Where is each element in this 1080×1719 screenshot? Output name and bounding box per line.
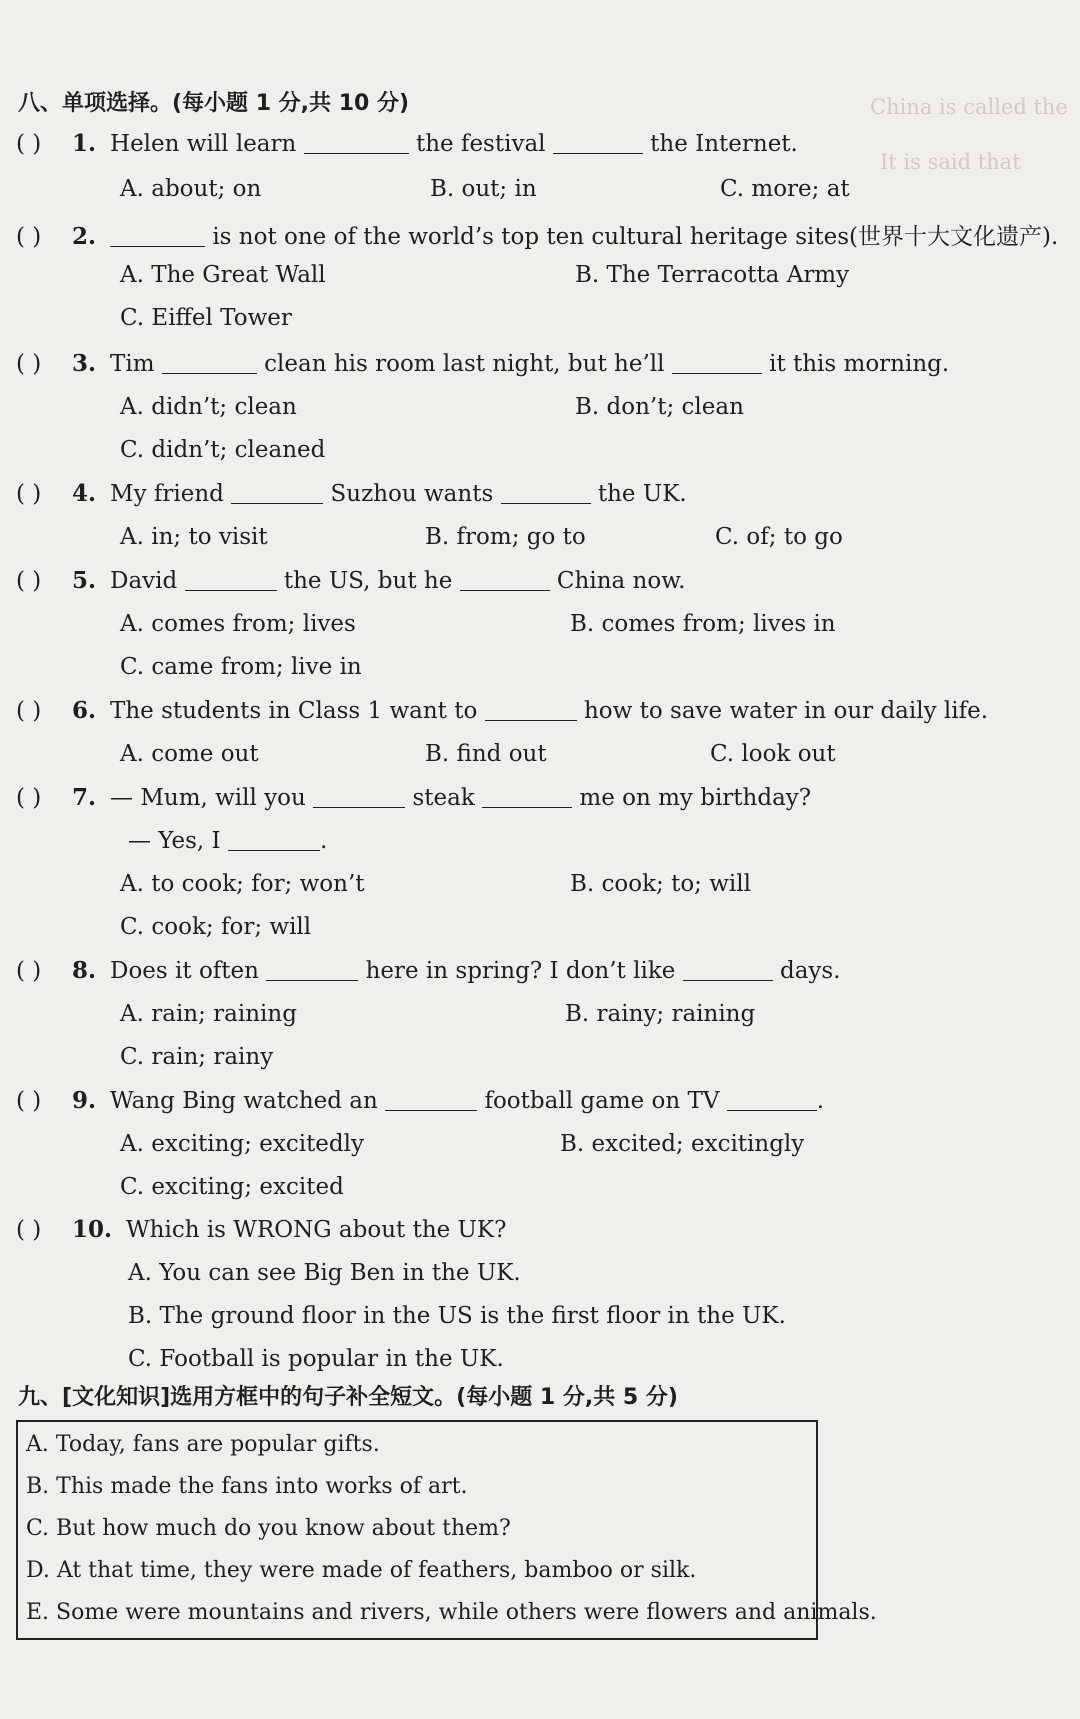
section-9-tag-text: 文化知识 (72, 1385, 161, 1410)
question-text: days. (772, 958, 841, 984)
question-text: China now. (549, 568, 686, 594)
question-5 (16, 567, 685, 594)
box-option-a: A. Today, fans are popular gifts. (26, 1432, 380, 1457)
answer-bracket[interactable]: ( ) (16, 224, 42, 250)
answer-blank[interactable] (162, 350, 257, 374)
answer-bracket[interactable]: ( ) (16, 481, 42, 507)
question-number: 6. (72, 697, 97, 724)
question-text: — Yes, I (128, 828, 228, 854)
answer-blank[interactable] (304, 130, 409, 154)
answer-blank[interactable] (110, 223, 205, 247)
answer-blank[interactable] (482, 784, 572, 808)
question-text: Suzhou wants (323, 481, 501, 507)
question-9 (16, 1087, 824, 1114)
question-number: 1. (72, 130, 97, 157)
question-9-option-a[interactable]: A. exciting; excitedly (120, 1131, 364, 1157)
question-3-option-b[interactable]: B. don’t; clean (575, 394, 744, 420)
question-5-option-a[interactable]: A. comes from; lives (120, 611, 356, 637)
question-text: it this morning. (761, 351, 950, 377)
answer-blank[interactable] (672, 350, 762, 374)
question-text: . (319, 828, 328, 854)
answer-blank[interactable] (683, 957, 773, 981)
bleed-through-text: It is said that (880, 150, 1021, 174)
question-2-option-b[interactable]: B. The Terracotta Army (575, 262, 850, 288)
question-text: clean his room last night, but he’ll (256, 351, 672, 377)
answer-blank[interactable] (228, 827, 320, 851)
question-10-option-a[interactable]: A. You can see Big Ben in the UK. (128, 1260, 521, 1286)
question-5-option-b[interactable]: B. comes from; lives in (570, 611, 836, 637)
question-2 (16, 218, 1058, 251)
question-1-option-c[interactable]: C. more; at (720, 176, 850, 202)
question-1 (16, 130, 798, 157)
answer-bracket[interactable]: ( ) (16, 958, 42, 984)
question-6-option-a[interactable]: A. come out (120, 741, 259, 767)
question-text: steak (405, 785, 483, 811)
answer-bracket[interactable]: ( ) (16, 1088, 42, 1114)
section-9-title (18, 1380, 678, 1411)
question-text: the US, but he (276, 568, 460, 594)
question-text: the Internet. (642, 131, 798, 157)
bleed-through-text: China is called the (870, 95, 1068, 119)
answer-blank[interactable] (385, 1087, 477, 1111)
question-text: My friend (110, 481, 232, 507)
question-number: 7. (72, 784, 97, 811)
question-number: 3. (72, 350, 97, 377)
box-option-b: B. This made the fans into works of art. (26, 1474, 468, 1499)
box-option-c: C. But how much do you know about them? (26, 1516, 511, 1541)
question-7-option-a[interactable]: A. to cook; for; won’t (120, 871, 365, 897)
question-text: — Mum, will you (110, 785, 314, 811)
section-8-title: 八、单项选择。(每小题 1 分,共 10 分) (18, 91, 410, 116)
question-4-option-a[interactable]: A. in; to visit (120, 524, 268, 550)
question-text: the festival (408, 131, 553, 157)
question-1-option-b[interactable]: B. out; in (430, 176, 537, 202)
answer-bracket[interactable]: ( ) (16, 1217, 42, 1243)
answer-blank[interactable] (266, 957, 358, 981)
section-9-instructions: 选用方框中的句子补全短文。(每小题 1 分,共 5 分) (170, 1385, 678, 1410)
question-4-option-b[interactable]: B. from; go to (425, 524, 586, 550)
answer-blank[interactable] (231, 480, 323, 504)
question-text: David (110, 568, 185, 594)
question-text: is not one of the world’s top ten cultural heritage sites(世界十大文化遗产). (205, 224, 1059, 250)
answer-blank[interactable] (553, 130, 643, 154)
question-5-option-c[interactable]: C. came from; live in (120, 654, 362, 680)
question-2-option-c[interactable]: C. Eiffel Tower (120, 305, 292, 331)
question-7-reply (128, 827, 327, 854)
question-text: Which is WRONG about the UK? (126, 1217, 507, 1243)
answer-bracket[interactable]: ( ) (16, 785, 42, 811)
answer-blank[interactable] (185, 567, 277, 591)
question-number: 9. (72, 1087, 97, 1114)
question-6-option-b[interactable]: B. find out (425, 741, 547, 767)
question-8 (16, 957, 841, 984)
question-9-option-c[interactable]: C. exciting; excited (120, 1174, 344, 1200)
question-2-option-a[interactable]: A. The Great Wall (120, 262, 326, 288)
question-6 (16, 697, 988, 724)
answer-bracket[interactable]: ( ) (16, 568, 42, 594)
question-9-option-b[interactable]: B. excited; excitingly (560, 1131, 805, 1157)
question-7 (16, 784, 811, 811)
box-option-e: E. Some were mountains and rivers, while others were flowers and animals. (26, 1600, 877, 1625)
question-text: here in spring? I don’t like (358, 958, 683, 984)
question-number: 4. (72, 480, 97, 507)
question-number: 2. (72, 223, 97, 250)
answer-bracket[interactable]: ( ) (16, 131, 42, 157)
question-text: the UK. (590, 481, 687, 507)
question-text: Helen will learn (110, 131, 304, 157)
answer-blank[interactable] (460, 567, 550, 591)
question-4 (16, 480, 687, 507)
question-text: Tim (110, 351, 162, 377)
question-number: 10. (72, 1216, 113, 1243)
question-8-option-a[interactable]: A. rain; raining (120, 1001, 297, 1027)
question-number: 8. (72, 957, 97, 984)
answer-bracket[interactable]: ( ) (16, 351, 42, 377)
question-text: football game on TV (477, 1088, 727, 1114)
question-10-option-c[interactable]: C. Football is popular in the UK. (128, 1346, 504, 1372)
question-4-option-c[interactable]: C. of; to go (715, 524, 843, 550)
question-8-option-c[interactable]: C. rain; rainy (120, 1044, 274, 1070)
question-text: The students in Class 1 want to (110, 698, 485, 724)
question-text: how to save water in our daily life. (576, 698, 989, 724)
question-7-option-b[interactable]: B. cook; to; will (570, 871, 752, 897)
answer-blank[interactable] (501, 480, 591, 504)
question-3-option-c[interactable]: C. didn’t; cleaned (120, 437, 326, 463)
question-3-option-a[interactable]: A. didn’t; clean (120, 394, 297, 420)
answer-blank[interactable] (313, 784, 405, 808)
section-9-number: 九、 (18, 1385, 63, 1410)
question-10 (16, 1216, 506, 1243)
question-1-option-a[interactable]: A. about; on (120, 176, 262, 202)
answer-blank[interactable] (727, 1087, 817, 1111)
answer-blank[interactable] (485, 697, 577, 721)
section-9-tag: [文化知识] (62, 1385, 171, 1410)
question-8-option-b[interactable]: B. rainy; raining (565, 1001, 756, 1027)
box-option-d: D. At that time, they were made of feathers, bamboo or silk. (26, 1558, 697, 1583)
question-6-option-c[interactable]: C. look out (710, 741, 836, 767)
question-text: Does it often (110, 958, 267, 984)
question-10-option-b[interactable]: B. The ground floor in the US is the first floor in the UK. (128, 1303, 786, 1329)
question-text: . (816, 1088, 825, 1114)
question-number: 5. (72, 567, 97, 594)
question-7-option-c[interactable]: C. cook; for; will (120, 914, 312, 940)
sentence-option-box (16, 1420, 877, 1640)
question-text: Wang Bing watched an (110, 1088, 386, 1114)
question-3 (16, 350, 949, 377)
question-text: me on my birthday? (572, 785, 812, 811)
answer-bracket[interactable]: ( ) (16, 698, 42, 724)
